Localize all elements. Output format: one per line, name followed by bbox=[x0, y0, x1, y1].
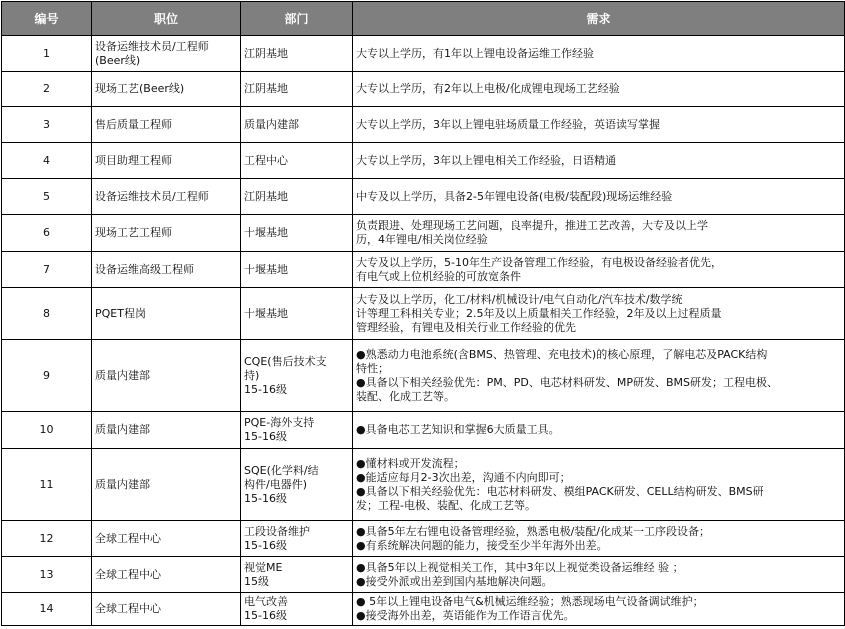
table-row bbox=[2, 72, 845, 107]
requirements-cell bbox=[353, 143, 845, 179]
requirements-cell-line: 发；工程-电极、装配、化成工艺等。 bbox=[356, 498, 536, 512]
requirements-cell-line: 中专及以上学历，具备2-5年锂电设备(电极/装配段)现场运维经验 bbox=[356, 189, 673, 203]
row-number: 1 bbox=[2, 36, 92, 72]
row-number: 6 bbox=[2, 215, 92, 252]
department-cell-line: 15级 bbox=[244, 574, 269, 588]
department-cell-line: 15-16级 bbox=[244, 609, 287, 622]
table-row bbox=[2, 288, 845, 340]
header-requirements: 需求 bbox=[353, 2, 845, 36]
table-row bbox=[2, 412, 845, 449]
position-cell bbox=[92, 72, 241, 107]
department-cell bbox=[241, 593, 353, 626]
position-cell-line: 全球工程中心 bbox=[95, 531, 161, 545]
header-number: 编号 bbox=[2, 2, 92, 36]
department-cell-line: 江阴基地 bbox=[244, 46, 288, 60]
position-cell bbox=[92, 557, 241, 593]
requirements-cell bbox=[353, 557, 845, 593]
department-cell bbox=[241, 107, 353, 143]
requirements-cell-line: ●熟悉动力电池系统(含BMS、热管理、充电技术)的核心原理，了解电芯及PACK结构 bbox=[356, 347, 768, 361]
position-cell-line: 现场工艺工程师 bbox=[95, 226, 172, 239]
position-cell bbox=[92, 252, 241, 288]
requirements-cell-line: 大专以上学历，有2年以上电极/化成锂电现场工艺经验 bbox=[356, 82, 620, 95]
position-cell-line: 全球工程中心 bbox=[95, 567, 161, 581]
position-cell-line: 设备运维技术员/工程师 bbox=[95, 39, 209, 53]
row-number: 13 bbox=[2, 557, 92, 593]
requirements-cell bbox=[353, 215, 845, 252]
requirements-cell bbox=[353, 449, 845, 521]
position-cell bbox=[92, 215, 241, 252]
requirements-cell-line: ●接受海外出差，英语能作为工作语言优先。 bbox=[356, 609, 575, 622]
position-cell-line: 质量内建部 bbox=[95, 368, 150, 382]
table-row bbox=[2, 143, 845, 179]
position-cell bbox=[92, 521, 241, 557]
department-cell-line: 15-16级 bbox=[244, 538, 287, 552]
position-cell bbox=[92, 143, 241, 179]
requirements-cell-line: 特性； bbox=[356, 361, 389, 375]
row-number: 11 bbox=[2, 449, 92, 521]
department-cell-line: PQE-海外支持 bbox=[244, 416, 315, 429]
department-cell-line: 15-16级 bbox=[244, 382, 287, 396]
requirements-cell-line: ● 5年以上锂电设备电气&机械运维经验；熟悉现场电气设备调试维护； bbox=[356, 595, 704, 608]
department-cell-line: 江阴基地 bbox=[244, 189, 288, 203]
header-row bbox=[2, 2, 845, 36]
position-cell-line: 全球工程中心 bbox=[95, 602, 161, 615]
department-cell bbox=[241, 72, 353, 107]
requirements-cell-line: 装配、化成工艺等。 bbox=[356, 389, 455, 403]
position-cell bbox=[92, 340, 241, 412]
row-number: 9 bbox=[2, 340, 92, 412]
department-cell-line: 视觉ME bbox=[244, 560, 283, 574]
position-cell bbox=[92, 179, 241, 215]
position-cell-line: 质量内建部 bbox=[95, 423, 150, 436]
job-requirements-table bbox=[1, 1, 845, 626]
requirements-cell-line: 大专及以上学历，化工/材料/机械设计/电气自动化/汽车技术/数学统 bbox=[356, 292, 683, 306]
position-cell-line: (Beer线) bbox=[95, 53, 141, 67]
requirements-cell bbox=[353, 107, 845, 143]
requirements-cell-line: ●能适应每月2-3次出差，沟通不内向即可； bbox=[356, 470, 571, 484]
position-cell-line: 设备运维高级工程师 bbox=[95, 262, 194, 276]
requirements-cell bbox=[353, 412, 845, 449]
table-row bbox=[2, 557, 845, 593]
row-number: 4 bbox=[2, 143, 92, 179]
department-cell-line: 15-16级 bbox=[244, 430, 287, 443]
requirements-cell-line: ●具备电芯工艺知识和掌握6大质量工具。 bbox=[356, 423, 560, 436]
position-cell bbox=[92, 107, 241, 143]
requirements-cell-line: ●具备5年以上视觉相关工作，其中3年以上视觉类设备运维经 验 ； bbox=[356, 560, 684, 574]
table-row bbox=[2, 252, 845, 288]
position-cell bbox=[92, 449, 241, 521]
department-cell-line: 构件/电器件) bbox=[244, 477, 307, 491]
requirements-cell-line: ●具备以下相关经验优先：电芯材料研发、模组PACK研发、CELL结构研发、BMS研 bbox=[356, 484, 764, 498]
header-position: 职位 bbox=[92, 2, 241, 36]
requirements-cell bbox=[353, 36, 845, 72]
table-body bbox=[2, 36, 845, 626]
requirements-cell-line: 计等理工科相关专业；2.5年及以上质量相关工作经验，2年及以上过程质量 bbox=[356, 306, 722, 320]
department-cell bbox=[241, 143, 353, 179]
department-cell-line: SQE(化学料/结 bbox=[244, 463, 319, 477]
requirements-cell-line: 大专以上学历，3年以上锂电相关工作经验，日语精通 bbox=[356, 153, 616, 167]
requirements-cell-line: 历，4年锂电/相关岗位经验 bbox=[356, 233, 488, 246]
position-cell-line: PQET程岗 bbox=[95, 306, 146, 320]
row-number: 8 bbox=[2, 288, 92, 340]
requirements-cell bbox=[353, 252, 845, 288]
table-row bbox=[2, 107, 845, 143]
requirements-cell-line: ●懂材料或开发流程； bbox=[356, 456, 465, 470]
department-cell bbox=[241, 521, 353, 557]
requirements-cell bbox=[353, 288, 845, 340]
position-cell bbox=[92, 36, 241, 72]
department-cell-line: 江阴基地 bbox=[244, 82, 288, 95]
department-cell bbox=[241, 179, 353, 215]
department-cell bbox=[241, 340, 353, 412]
department-cell-line: 质量内建部 bbox=[244, 117, 299, 131]
table-row bbox=[2, 215, 845, 252]
header-department: 部门 bbox=[241, 2, 353, 36]
position-cell-line: 现场工艺(Beer线) bbox=[95, 82, 185, 95]
requirements-cell bbox=[353, 179, 845, 215]
department-cell bbox=[241, 215, 353, 252]
requirements-cell-line: 大专以上学历，3年以上锂电驻场质量工作经验，英语读写掌握 bbox=[356, 117, 660, 131]
row-number: 7 bbox=[2, 252, 92, 288]
department-cell bbox=[241, 412, 353, 449]
row-number: 2 bbox=[2, 72, 92, 107]
department-cell bbox=[241, 36, 353, 72]
requirements-cell-line: 有电气或上位机经验的可放宽条件 bbox=[356, 269, 521, 283]
department-cell-line: CQE(售后技术支 bbox=[244, 354, 327, 368]
requirements-cell bbox=[353, 340, 845, 412]
requirements-cell-line: 大专以上学历，有1年以上锂电设备运维工作经验 bbox=[356, 46, 594, 60]
requirements-cell-line: ●具备5年左右锂电设备管理经验，熟悉电极/装配/化成某一工序段设备； bbox=[356, 524, 711, 538]
requirements-cell bbox=[353, 72, 845, 107]
position-cell-line: 质量内建部 bbox=[95, 477, 150, 491]
table-row bbox=[2, 521, 845, 557]
department-cell bbox=[241, 557, 353, 593]
position-cell bbox=[92, 412, 241, 449]
requirements-cell bbox=[353, 593, 845, 626]
department-cell-line: 工段设备维护 bbox=[244, 524, 310, 538]
department-cell-line: 十堰基地 bbox=[244, 262, 288, 276]
table-row bbox=[2, 36, 845, 72]
position-cell-line: 售后质量工程师 bbox=[95, 117, 172, 131]
row-number: 3 bbox=[2, 107, 92, 143]
department-cell-line: 十堰基地 bbox=[244, 306, 288, 320]
requirements-cell-line: ●有系统解决问题的能力，接受至少半年海外出差。 bbox=[356, 538, 608, 552]
table-row bbox=[2, 449, 845, 521]
department-cell-line: 持) bbox=[244, 368, 260, 382]
row-number: 14 bbox=[2, 593, 92, 626]
requirements-cell-line: 负责跟进、处理现场工艺问题，良率提升，推进工艺改善，大专及以上学 bbox=[356, 219, 708, 232]
requirements-cell-line: 管理经验，有锂电及相关行业工作经验的优先 bbox=[356, 320, 576, 334]
department-cell-line: 十堰基地 bbox=[244, 226, 288, 239]
row-number: 5 bbox=[2, 179, 92, 215]
position-cell bbox=[92, 593, 241, 626]
position-cell-line: 项目助理工程师 bbox=[95, 153, 172, 167]
row-number: 10 bbox=[2, 412, 92, 449]
requirements-cell-line: ●具备以下相关经验优先：PM、PD、电芯材料研发、MP研发、BMS研发；工程电极、 bbox=[356, 375, 778, 389]
department-cell-line: 15-16级 bbox=[244, 491, 287, 505]
position-cell-line: 设备运维技术员/工程师 bbox=[95, 189, 209, 203]
department-cell-line: 工程中心 bbox=[244, 153, 288, 167]
table-row bbox=[2, 179, 845, 215]
department-cell bbox=[241, 252, 353, 288]
department-cell bbox=[241, 288, 353, 340]
requirements-cell-line: 大专及以上学历，5-10年生产设备管理工作经验，有电极设备经验者优先， bbox=[356, 255, 722, 269]
requirements-cell bbox=[353, 521, 845, 557]
row-number: 12 bbox=[2, 521, 92, 557]
requirements-cell-line: ●接受外派或出差到国内基地解决问题。 bbox=[356, 574, 553, 588]
table-row bbox=[2, 593, 845, 626]
position-cell bbox=[92, 288, 241, 340]
department-cell bbox=[241, 449, 353, 521]
department-cell-line: 电气改善 bbox=[244, 595, 288, 608]
table-row bbox=[2, 340, 845, 412]
